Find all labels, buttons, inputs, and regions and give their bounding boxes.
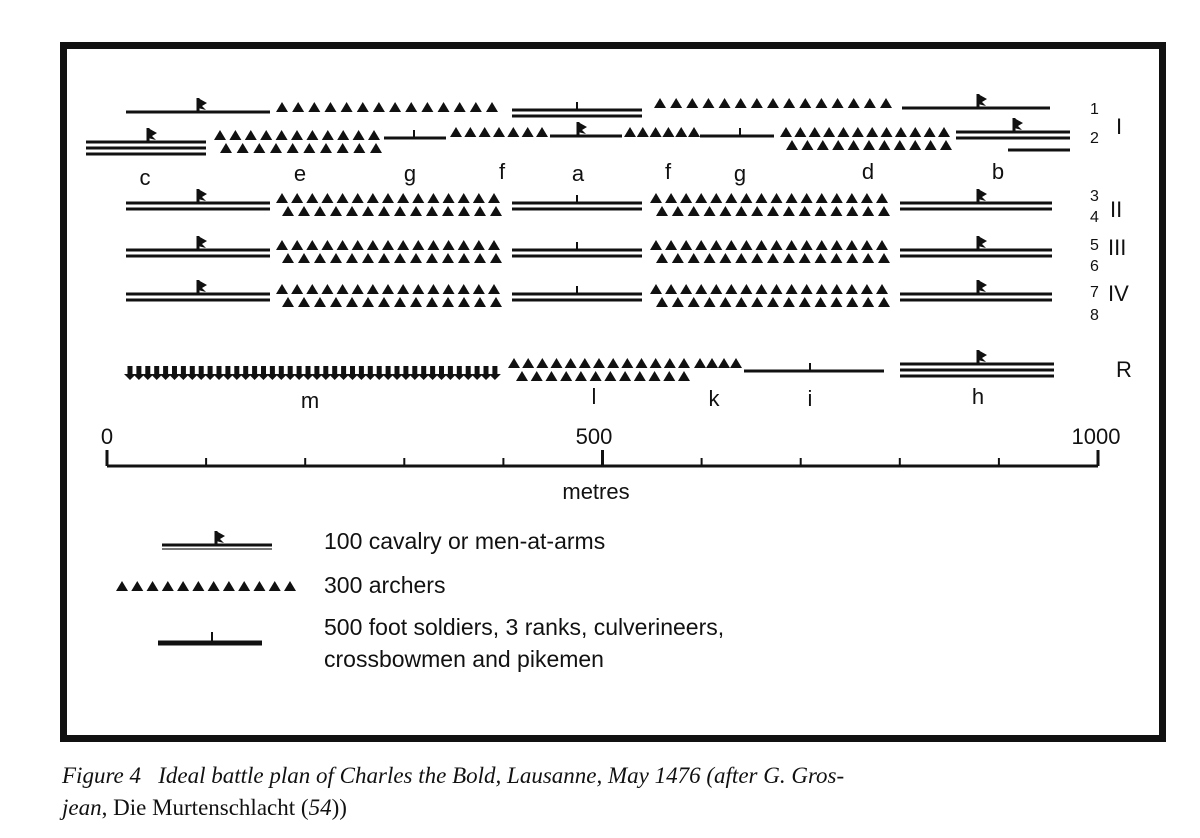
rank-number-8: 8	[1090, 307, 1099, 324]
rank-number-3: 3	[1090, 188, 1099, 205]
unit-foot-g-left	[384, 130, 446, 138]
unit-foot-centre-III	[512, 242, 642, 256]
unit-reserve-m	[124, 366, 501, 380]
reserve-label-h: h	[971, 384, 985, 409]
block-label-g-right: g	[733, 161, 747, 186]
unit-cavalry-left-III	[126, 236, 270, 256]
block-label-d: d	[861, 159, 875, 184]
scale-ticks	[107, 450, 1098, 466]
unit-archers-f-right	[624, 127, 700, 137]
caption-figure-number: Figure 4	[62, 763, 141, 788]
figure-caption: Figure 4 Ideal battle plan of Charles the Bold, Lausanne, May 1476 (after G. Gros- jean, Die Murtenschlacht (54))	[62, 763, 845, 820]
line-name-IV: IV	[1108, 281, 1129, 306]
scale-unit-label: metres	[562, 479, 630, 504]
unit-reserve-foot-i	[744, 363, 884, 371]
legend-text-foot-line2: crossbowmen and pikemen	[324, 646, 604, 672]
unit-foot-a-second	[550, 128, 622, 136]
block-label-b: b	[991, 159, 1005, 184]
caption-close: )	[339, 795, 347, 820]
line-name-I: I	[1116, 114, 1123, 139]
legend-symbols	[116, 531, 296, 643]
caption-date: May 1476	[608, 763, 701, 788]
block-label-c: c	[139, 165, 151, 190]
rank-number-4: 4	[1090, 209, 1099, 226]
unit-foot-g-right	[700, 128, 774, 136]
reserve-label-l: l	[591, 384, 597, 409]
unit-archers-right-II	[650, 193, 890, 216]
line-name-II: II	[1110, 197, 1123, 222]
unit-archers-e	[214, 130, 382, 153]
scale-label-start: 0	[100, 424, 114, 449]
unit-reserve-archers-k	[694, 358, 742, 368]
block-label-e: e	[293, 161, 307, 186]
legend-symbol-cavalry	[162, 531, 272, 549]
block-label-g-left: g	[403, 161, 417, 186]
unit-archers-d	[780, 127, 952, 150]
unit-archers-row1-right	[654, 98, 892, 108]
line-name-R: R	[1116, 357, 1132, 382]
caption-book: Die Murtenschlacht	[113, 795, 296, 820]
caption-after-cont: jean	[62, 795, 102, 820]
line-name-III: III	[1108, 235, 1127, 260]
legend-text-foot: 500 foot soldiers, 3 ranks, culverineers,	[324, 614, 725, 640]
unit-reserve-archers-l	[508, 358, 690, 381]
caption-place: Lausanne	[507, 763, 597, 788]
unit-reserve-cavalry-h	[900, 350, 1054, 370]
unit-cavalry-row1-right	[902, 94, 1050, 108]
scale-bar	[101, 424, 1121, 504]
unit-archers-left-III	[276, 240, 502, 263]
block-label-f-right: f	[664, 159, 672, 184]
reserve-label-m: m	[300, 388, 320, 413]
unit-foot-centre-II	[512, 195, 642, 209]
unit-cavalry-right-III	[900, 236, 1052, 256]
caption-title: Ideal battle plan of Charles the Bold	[158, 763, 496, 788]
rank-number-6: 6	[1090, 258, 1099, 275]
rank-number-5: 5	[1090, 237, 1099, 254]
caption-after: (after G. Gros-	[706, 763, 845, 788]
unit-cavalry-left-IV	[126, 280, 270, 300]
rank-number-2: 2	[1090, 130, 1099, 147]
scale-label-end: 1000	[1071, 424, 1121, 449]
block-label-a: a	[571, 161, 585, 186]
legend-text-archers: 300 archers	[324, 572, 446, 598]
block-label-f-left: f	[498, 159, 506, 184]
unit-foot-centre-IV	[512, 286, 642, 300]
unit-archers-left-II	[276, 193, 502, 216]
legend-text-cavalry: 100 cavalry or men-at-arms	[324, 528, 606, 554]
legend-symbol-foot	[158, 632, 262, 643]
unit-cavalry-right-IV	[900, 280, 1052, 300]
rank-number-1: 1	[1090, 101, 1099, 118]
reserve-label-k: k	[708, 386, 720, 411]
reserve-label-i: i	[807, 386, 813, 411]
unit-cavalry-right-II	[900, 189, 1052, 209]
unit-cavalry-b	[956, 118, 1070, 138]
formation-units	[86, 94, 1070, 381]
legend-symbol-archers	[116, 581, 296, 591]
scale-label-mid: 500	[575, 424, 613, 449]
unit-archers-f-left	[450, 127, 548, 137]
unit-archers-row1-left	[276, 102, 498, 112]
rank-number-7: 7	[1090, 284, 1099, 301]
unit-cavalry-row1-left	[126, 98, 270, 112]
unit-cavalry-c	[86, 128, 206, 148]
unit-archers-right-IV	[650, 284, 890, 307]
unit-archers-left-IV	[276, 284, 502, 307]
unit-foot-row1-a	[512, 102, 642, 116]
caption-ref-num: 54	[308, 795, 332, 820]
unit-cavalry-left-II	[126, 189, 270, 209]
unit-archers-right-III	[650, 240, 890, 263]
